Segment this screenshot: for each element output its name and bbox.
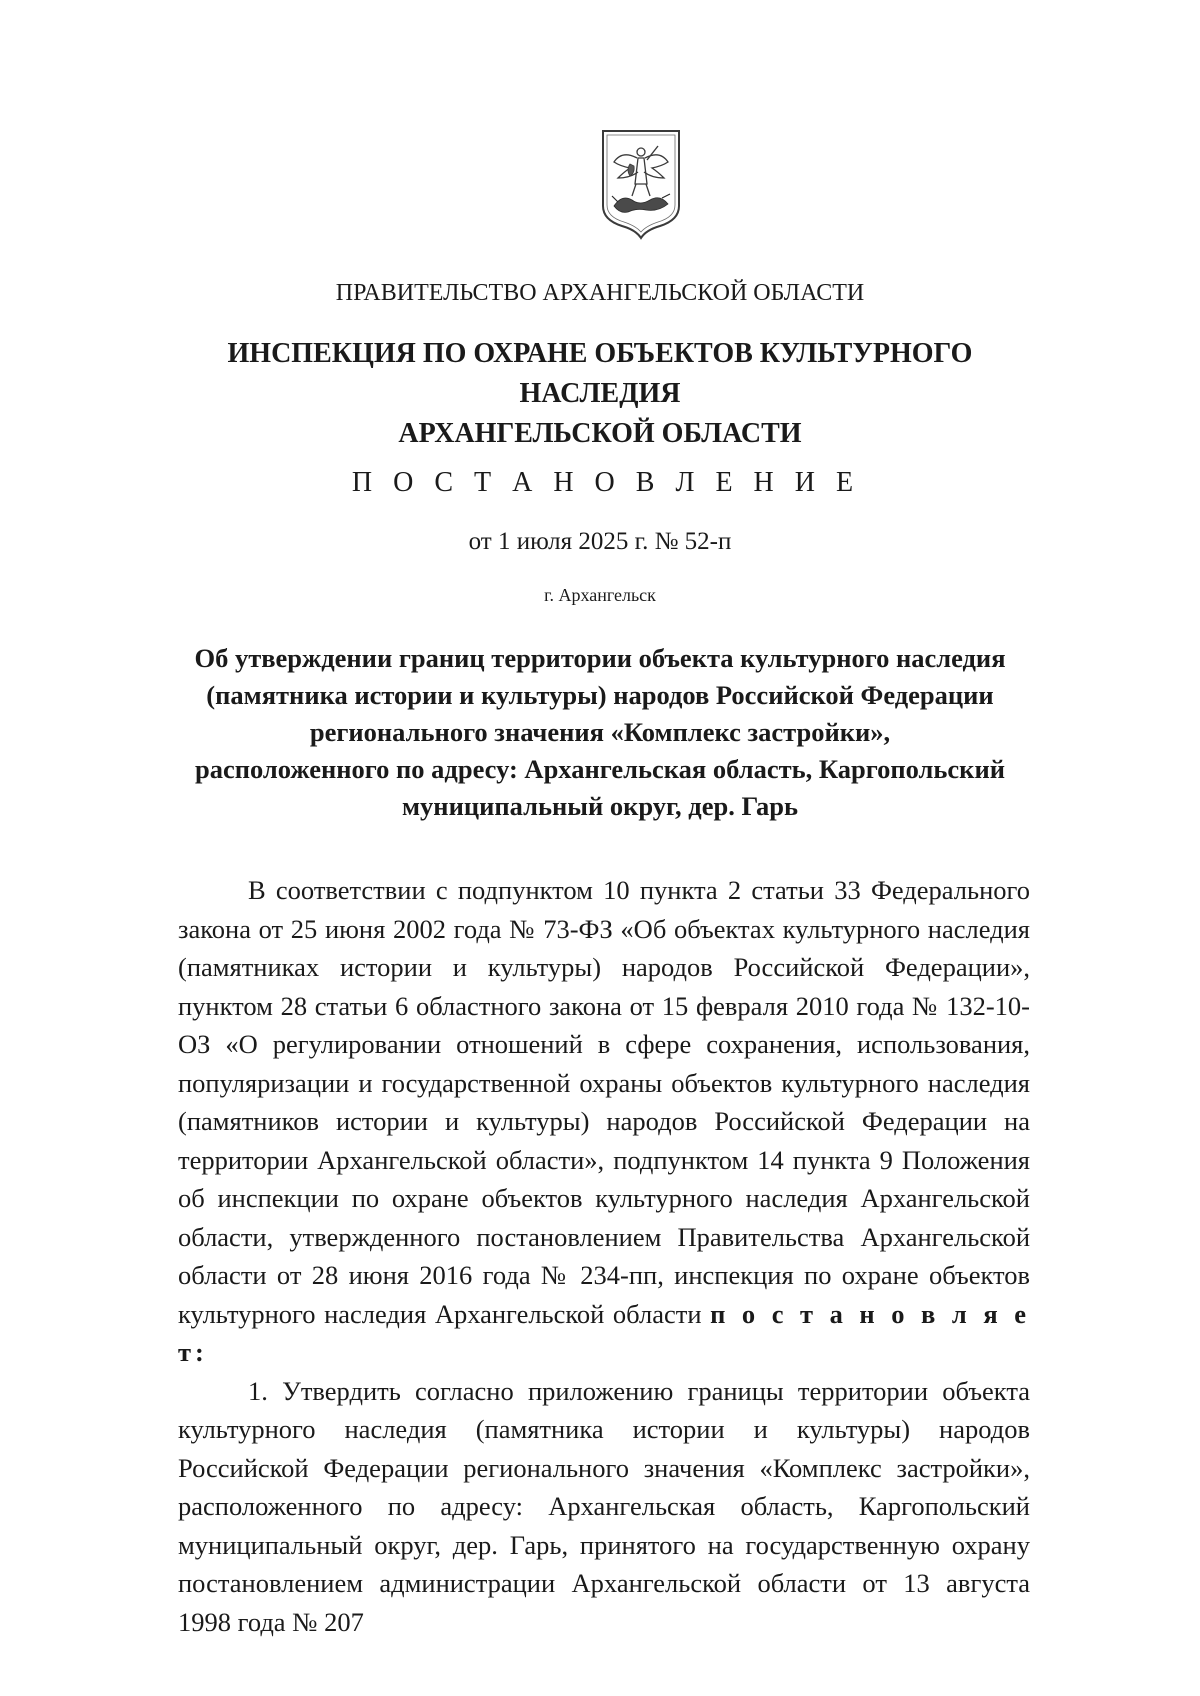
decree-word: п о с т а н о в л я е т: [178,1298,1031,1367]
document-type: П О С Т А Н О В Л Е Н И Е [351,467,861,498]
coat-of-arms-icon [600,128,682,240]
inspection-name-line-2: АРХАНГЕЛЬСКОЙ ОБЛАСТИ [398,418,802,449]
document-city: г. Архангельск [544,585,656,605]
document-title-line: (памятника истории и культуры) народов Российской Федерации [206,680,994,710]
document-title [150,640,1050,825]
document-title-line: муниципальный округ, дер. Гарь [402,791,798,821]
inspection-name-line-1: ИНСПЕКЦИЯ ПО ОХРАНЕ ОБЪЕКТОВ КУЛЬТУРНОГО НАСЛЕДИЯ [227,338,973,409]
preamble-text: В соответствии с подпунктом 10 пункта 2 статьи 33 Федерального закона от 25 июня 2002 года № 73-ФЗ «Об объектах культурного наследия (памятниках истории и культуры) народов Российской Федерации», пунктом 28 статьи 6 областного закона от 15 февраля 2010 года № 132-10-ОЗ «О регулировании отношений в сфере сохранения, использования, популяризации и государственной охраны объектов культурного наследия (памятников истории и культуры) народов Российской Федерации на территории Архангельской области», подпунктом 14 пункта 9 Положения об инспекции по охране объектов культурного наследия Архангельской области, утвержденного постановлением Правительства Архангельской области от 28 июня 2016 года № 234-пп, инспекция по охране объектов культурного наследия Архангельской области [178,875,1030,1329]
document-title-line: Об утверждении границ территории объекта культурного наследия [194,643,1006,673]
item-1-paragraph: 1. Утвердить согласно приложению границы территории объекта культурного наследия (памятника истории и культуры) народов Российской Федерации регионального значения «Комплекс застройки», расположенного по адресу: Архангельская область, Каргопольский муниципальный округ, дер. Гарь, принятого на государственную охрану постановлением администрации Архангельской области от 13 августа 1998 года № 207 [178,1375,1030,1637]
preamble-paragraph [178,871,1030,1372]
government-name: ПРАВИТЕЛЬСТВО АРХАНГЕЛЬСКОЙ ОБЛАСТИ [335,280,865,306]
document-title-line: расположенного по адресу: Архангельская область, Каргопольский [195,754,1005,784]
document-body [178,871,1030,1641]
document-title-line: регионального значения «Комплекс застройки», [309,717,891,747]
document-date-number: от 1 июля 2025 г. № 52-п [468,528,732,555]
inspection-name [150,334,1050,454]
